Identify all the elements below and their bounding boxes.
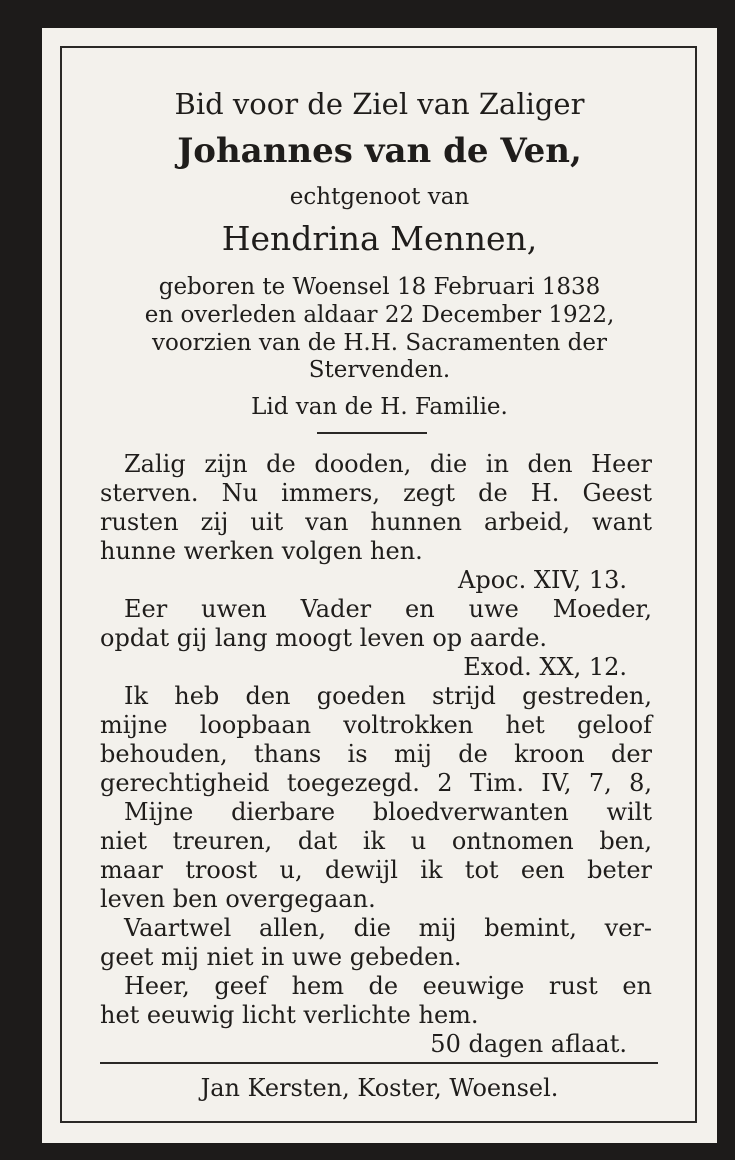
death-line: en overleden aldaar 22 December 1922, <box>144 302 615 328</box>
verse-line: het eeuwig licht verlichte hem. <box>100 1001 479 1029</box>
spouse-name: Hendrina Mennen, <box>221 219 538 258</box>
verse-line: hunne werken volgen hen. <box>100 537 423 565</box>
verse-line: Heer, geef hem de eeuwige rust en <box>124 972 652 1000</box>
verse-line: geet mij niet in uwe gebeden. <box>100 943 462 971</box>
printer-line: Jan Kersten, Koster, Woensel. <box>200 1074 559 1102</box>
separator-short <box>317 432 427 434</box>
verse-line: maar troost u, dewijl ik tot een beter <box>100 856 652 884</box>
birth-line: geboren te Woensel 18 Februari 1838 <box>158 274 601 300</box>
verse-line: mijne loopbaan voltrokken het geloof <box>100 711 652 739</box>
verse-line: Zalig zijn de dooden, die in den Heer <box>124 450 652 478</box>
verse-line: behouden, thans is mij de kroon der <box>100 740 652 768</box>
verse-reference: Exod. XX, 12. <box>463 653 627 681</box>
verse-line: Vaartwel allen, die mij bemint, ver- <box>124 914 652 942</box>
deceased-name: Johannes van de Ven, <box>177 131 582 171</box>
verse-line: Ik heb den goeden strijd gestreden, <box>124 682 652 710</box>
relation-label: echtgenoot van <box>289 184 470 210</box>
verse-line: sterven. Nu immers, zegt de H. Geest <box>100 479 652 507</box>
verse-line: rusten zij uit van hunnen arbeid, want <box>100 508 652 536</box>
verse-line: leven ben overgegaan. <box>100 885 376 913</box>
indulgence-note: 50 dagen aflaat. <box>430 1030 627 1058</box>
verse-line: opdat gij lang moogt leven op aarde. <box>100 624 548 652</box>
separator-long <box>100 1062 658 1064</box>
sacraments-line-2: Stervenden. <box>308 357 451 383</box>
verse-line: Mijne dierbare bloedverwanten wilt <box>124 798 652 826</box>
verse-reference: Apoc. XIV, 13. <box>458 566 627 594</box>
verse-line: niet treuren, dat ik u ontnomen ben, <box>100 827 652 855</box>
verse-line: gerechtigheid toegezegd. 2 Tim. IV, 7, 8, <box>100 769 652 797</box>
sacraments-line: voorzien van de H.H. Sacramenten der <box>151 330 607 356</box>
memorial-card <box>42 28 717 1143</box>
membership-line: Lid van de H. Familie. <box>251 394 508 420</box>
verse-line: Eer uwen Vader en uwe Moeder, <box>124 595 652 623</box>
prayer-heading: Bid voor de Ziel van Zaliger <box>174 87 585 121</box>
